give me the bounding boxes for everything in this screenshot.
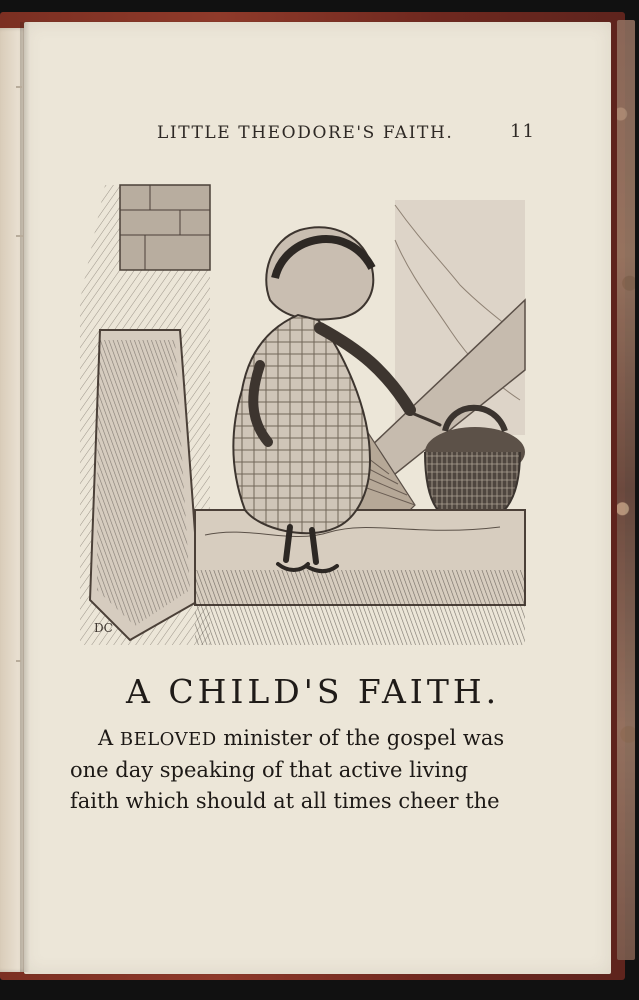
body-line-1-rest: minister of the gospel was: [223, 726, 505, 750]
engraver-monogram: DC: [94, 621, 113, 635]
door-hatching: [97, 340, 190, 626]
smallcaps-word: BELOVED: [119, 729, 217, 750]
body-line: [70, 723, 518, 755]
step-shadow: [195, 570, 525, 645]
section-title: A CHILD'S FAITH.: [126, 672, 501, 711]
binding-stitch: [16, 86, 22, 88]
body-line: one day speaking of that active living: [70, 758, 469, 782]
binding-stitch: [16, 660, 21, 662]
running-head: LITTLE THEODORE'S FAITH.: [157, 123, 454, 143]
body-text: [70, 723, 518, 817]
first-word: A: [98, 726, 114, 750]
binding-stitch: [16, 235, 23, 237]
brick-wall: [120, 185, 210, 270]
child-illustration: [80, 180, 525, 645]
marbled-edge: [617, 20, 635, 960]
body-line: faith which should at all times cheer the: [70, 789, 500, 813]
page-number: 11: [510, 121, 535, 142]
